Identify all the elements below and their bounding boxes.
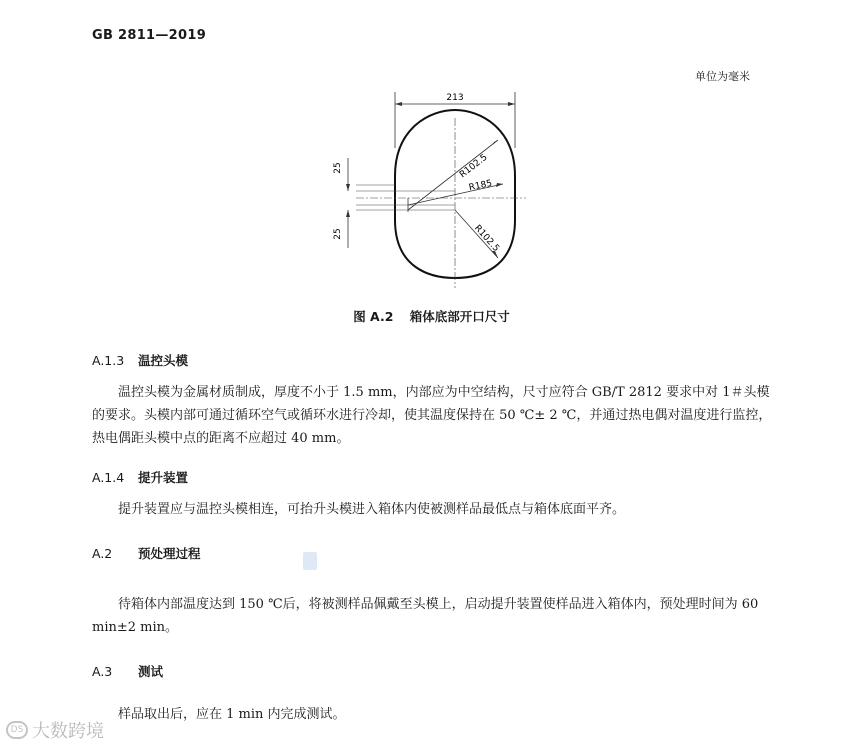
figure-caption xyxy=(0,307,863,325)
standard-code: GB 2811—2019 xyxy=(92,28,207,43)
opening-dimension-diagram xyxy=(318,88,540,298)
section-heading-a-3: A.3 测试 xyxy=(92,664,164,679)
dim-r1-label: R102.5 xyxy=(458,152,490,181)
figure-caption-title: 箱体底部开口尺寸 xyxy=(409,309,510,324)
section-heading-a-2: A.2 预处理过程 xyxy=(92,546,201,561)
dim-25-bottom-label: 25 xyxy=(333,228,343,240)
dim-25-top-label: 25 xyxy=(333,162,343,174)
dim-width-label: 213 xyxy=(446,93,464,103)
watermark-mark xyxy=(303,552,317,570)
section-text-a-3: 样品取出后，应在 1 min 内完成测试。 xyxy=(118,707,346,722)
section-heading-a-1-4: A.1.4 提升装置 xyxy=(92,470,189,485)
unit-note: 单位为毫米 xyxy=(695,70,750,83)
dim-r-center-label: R185 xyxy=(468,178,494,194)
section-text-a-1-3: 温控头模为金属材质制成，厚度不小于 1.5 mm，内部应为中空结构，尺寸应符合 GB/T 2812 要求中对 1＃头模的要求。头模内部可通过循环空气或循环水进行冷却，使其温度保持在 50 ℃± 2 ℃，并通过热电偶对温度进行监控，热电偶距头模中点的距离不应超过 40 mm。 xyxy=(92,385,772,446)
section-text-a-2: 待箱体内部温度达到 150 ℃后，将被测样品佩戴至头模上，启动提升装置使样品进入箱体内，预处理时间为 60 min±2 min。 xyxy=(92,597,759,635)
section-heading-a-1-3: A.1.3 温控头模 xyxy=(92,353,189,368)
watermark-text: 大数跨境 xyxy=(32,721,104,742)
section-text-a-1-4: 提升装置应与温控头模相连，可抬升头模进入箱体内使被测样品最低点与箱体底面平齐。 xyxy=(118,502,626,517)
dim-r2-label: R102.5 xyxy=(472,223,501,254)
watermark-logo-icon: DS xyxy=(6,721,28,739)
figure-caption-label: 图 A.2 xyxy=(353,309,394,324)
watermark xyxy=(6,717,104,743)
